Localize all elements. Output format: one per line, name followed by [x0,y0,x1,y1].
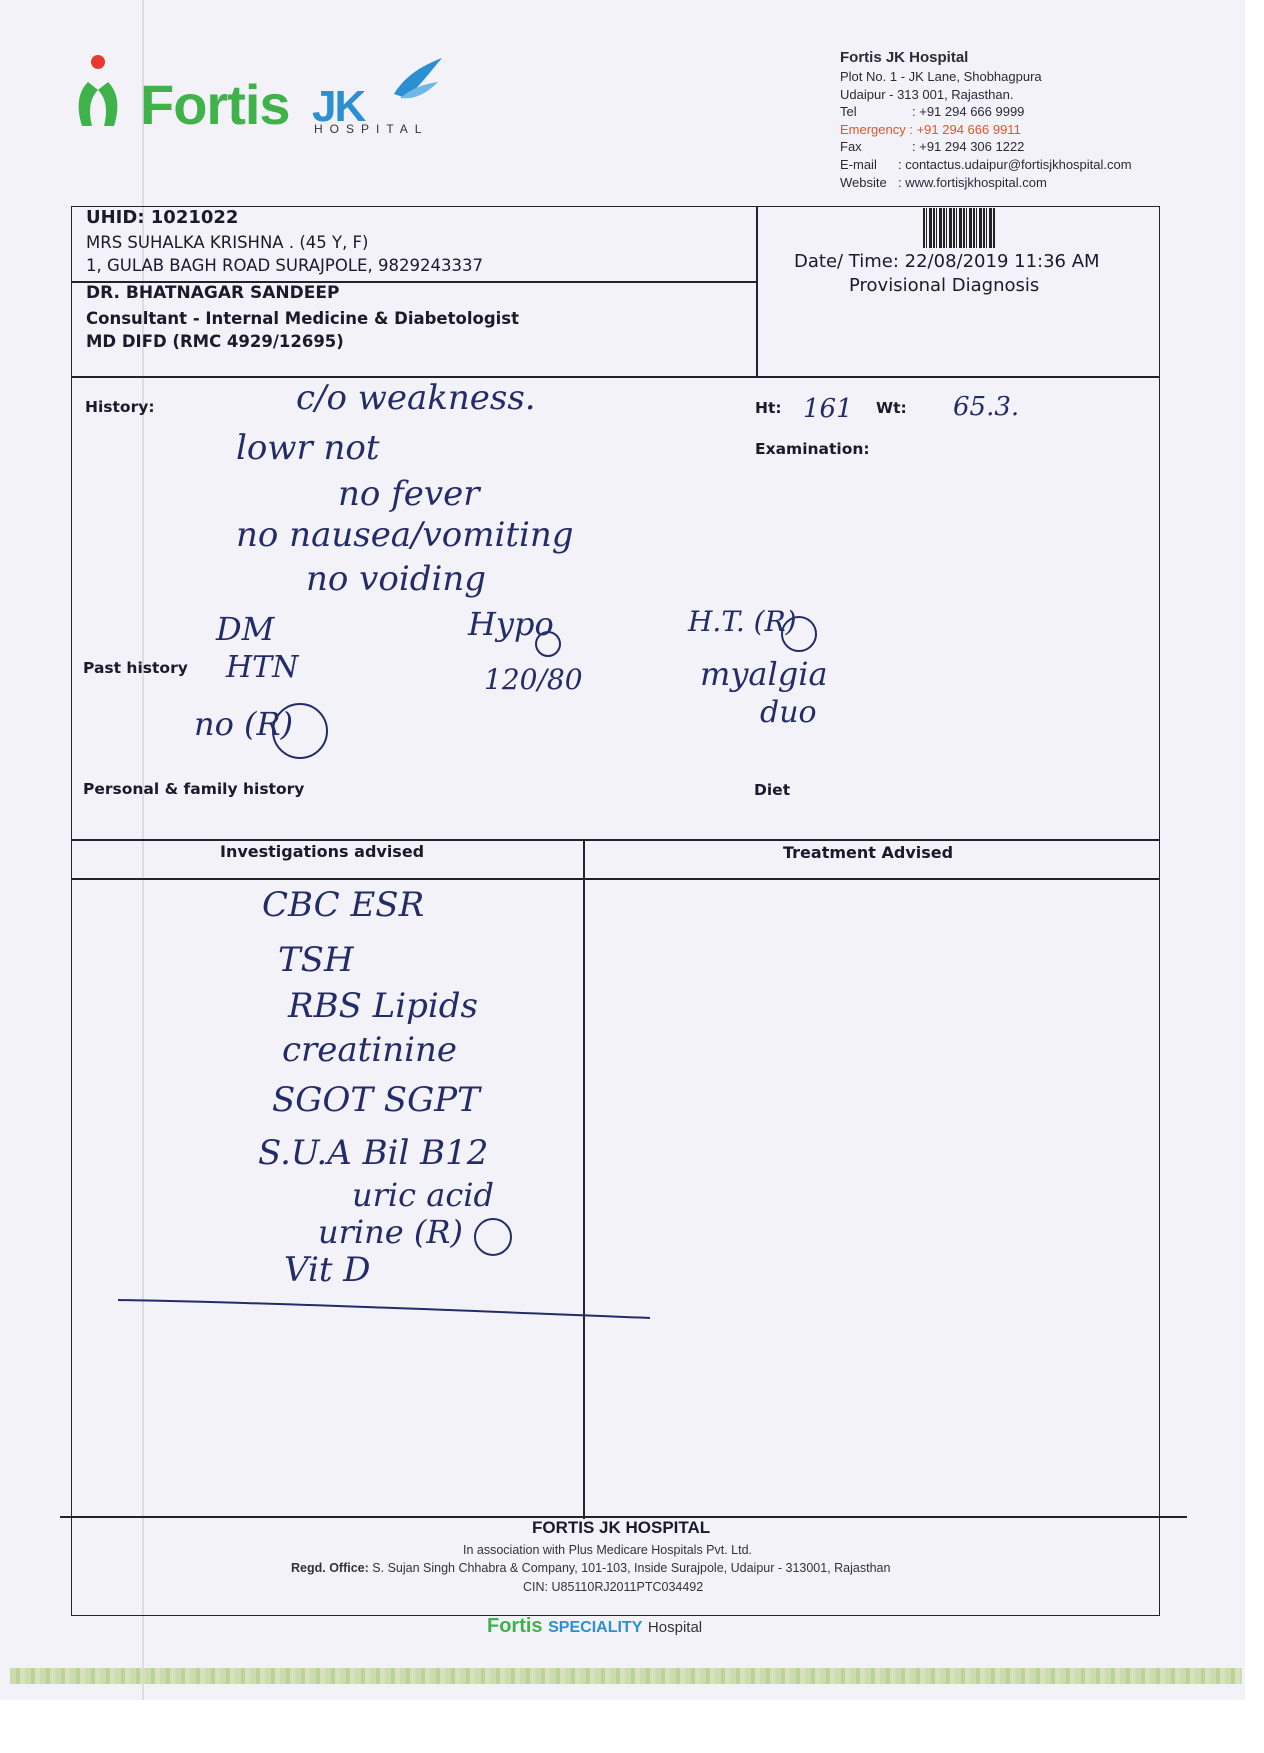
hospital-contact-block [840,48,1132,191]
tel-value: : +91 294 666 9999 [912,104,1025,120]
handwritten-weight: 65.3. [953,392,1020,422]
history-line: c/o weakness. [296,378,536,418]
fax-label: Fax [840,139,862,155]
wt-label: Wt: [876,399,907,417]
investigation-item: RBS Lipids [288,986,478,1026]
investigation-item: creatinine [282,1030,458,1070]
history-bottom-divider [71,839,1160,841]
email-row [840,156,1132,174]
past-history-note: duo [760,695,817,730]
investigation-item: S.U.A Bil B12 [258,1133,489,1173]
brand-hospital: Hospital [647,1619,703,1636]
column-divider [583,839,585,1519]
footer-hospital-name: FORTIS JK HOSPITAL [532,1518,711,1537]
hospital-logo [68,52,468,142]
history-line: lowr not [236,428,380,468]
doctor-name: DR. BHATNAGAR SANDEEP [86,283,340,303]
footer-regd-office [291,1561,890,1575]
doctor-designation: Consultant - Internal Medicine & Diabetologist [86,309,519,328]
past-history-note: myalgia [700,655,828,693]
history-label: History: [85,398,155,416]
footer-cin: CIN: U85110RJ2011PTC034492 [523,1580,704,1594]
past-history-note: Hypo [468,605,554,643]
provisional-diagnosis-label: Provisional Diagnosis [849,275,1040,296]
brand-speciality: SPECIALITY [548,1619,643,1636]
fax-value: : +91 294 306 1222 [912,139,1025,155]
scan-edge-strip [10,1668,1242,1684]
investigation-item: urine (R) [318,1213,463,1251]
brand-fortis: Fortis [487,1615,543,1637]
tel-label: Tel [840,104,857,120]
history-line: no nausea/vomiting [236,515,574,555]
footer-regd-label: Regd. Office: [291,1561,369,1575]
past-history-note: H.T. (R) [688,605,797,638]
personal-family-history-label: Personal & family history [83,780,305,798]
past-history-note: no (R) [194,705,294,743]
fax-row [840,138,1132,156]
fortis-wordmark: Fortis [140,73,290,136]
footer-association: In association with Plus Medicare Hospitals Pvt. Ltd. [463,1543,753,1557]
visit-datetime: Date/ Time: 22/08/2019 11:36 AM [794,251,1100,272]
examination-label: Examination: [755,440,870,458]
jk-wordmark: JK [312,82,365,131]
history-line: no voiding [306,559,487,599]
investigation-item: uric acid [352,1176,494,1214]
past-history-note: HTN [226,650,299,685]
email-value: : contactus.udaipur@fortisjkhospital.com [898,156,1132,172]
doctor-qualification: MD DIFD (RMC 4929/12695) [86,332,344,351]
treatment-header: Treatment Advised [783,843,954,862]
investigation-item: Vit D [284,1250,371,1290]
tel-row [840,103,1132,121]
header-bottom-divider [71,376,1160,378]
investigations-header: Investigations advised [220,842,425,861]
hospital-wordmark: HOSPITAL [314,122,429,136]
emergency-number: Emergency : +91 294 666 9911 [840,121,1021,137]
past-history-note: 120/80 [484,663,583,696]
header-divider [756,207,758,377]
jk-emblem-icon [386,54,446,104]
handwritten-height: 161 [803,394,853,424]
column-header-divider [71,878,1160,880]
diet-label: Diet [754,781,791,799]
past-history-note: DM [216,610,275,648]
past-history-label: Past history [83,659,188,677]
fortis-emblem-icon [68,52,138,132]
investigation-item: SGOT SGPT [272,1080,480,1120]
email-label: E-mail [840,156,877,172]
patient-address: 1, GULAB BAGH ROAD SURAJPOLE, 9829243337 [86,256,483,275]
investigation-item: TSH [278,940,354,980]
website-value: : www.fortisjkhospital.com [898,174,1047,190]
fortis-speciality-logo [487,1615,702,1638]
barcode [923,208,995,248]
investigation-item: CBC ESR [262,885,425,925]
patient-name: MRS SUHALKA KRISHNA . (45 Y, F) [86,233,369,252]
website-row [840,174,1132,192]
uhid: UHID: 1021022 [86,207,239,228]
website-label: Website [840,174,887,190]
footer-regd-address: S. Sujan Singh Chhabra & Company, 101-103, Inside Surajpole, Udaipur - 313001, Rajasthan [372,1561,891,1575]
address-line-1: Plot No. 1 - JK Lane, Shobhagpura [840,69,1042,84]
address-line-2: Udaipur - 313 001, Rajasthan. [840,86,1014,102]
ht-label: Ht: [755,399,782,417]
hospital-name: Fortis JK Hospital [840,49,969,66]
history-line: no fever [338,474,480,514]
